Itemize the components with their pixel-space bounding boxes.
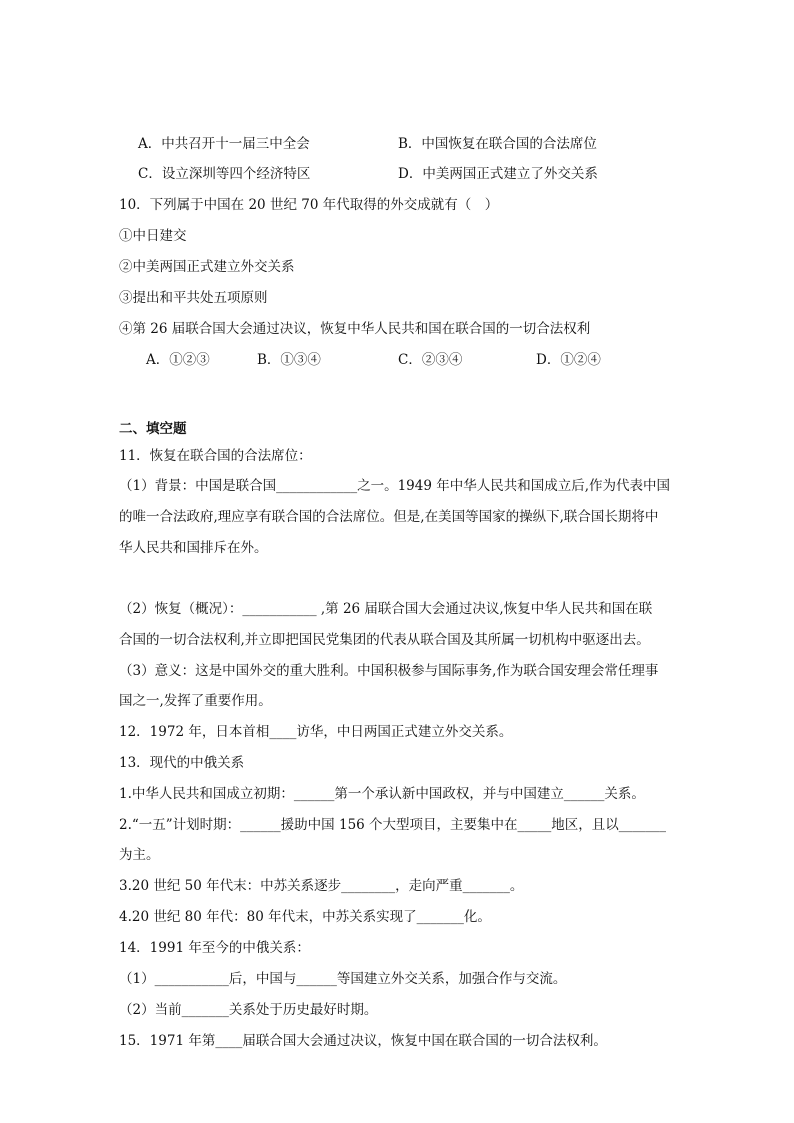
q10-option-b: B．①③④ <box>257 352 321 368</box>
q11-line-4: （2）恢复（概况）：___________ ,第 26 届联合国大会通过决议,恢复中华人民共和国在联 <box>119 601 653 617</box>
q11-stem: 11．恢复在联合国的合法席位： <box>119 448 312 464</box>
q14-stem: 14．1991 年至今的中俄关系： <box>119 940 310 956</box>
q14-line-2: （2）当前_______关系处于历史最好时期。 <box>119 1002 378 1018</box>
q11-line-7: 国之一,发挥了重要作用。 <box>119 693 272 709</box>
q10-item-1: ①中日建交 <box>119 228 187 244</box>
q11-line-6: （3）意义：这是中国外交的重大胜利。中国积极参与国际事务,作为联合国安理会常任理事 <box>119 663 659 679</box>
q15-stem: 15．1971 年第____届联合国大会通过决议，恢复中国在联合国的一切合法权利。 <box>119 1033 607 1049</box>
q10-option-d: D．①②④ <box>536 352 601 368</box>
q13-line-2: 2.“一五”计划时期：______援助中国 156 个大型项目，主要集中在_____地区，且以_______ <box>119 817 667 833</box>
q12-stem: 12．1972 年，日本首相____访华，中日两国正式建立外交关系。 <box>119 724 513 740</box>
q10-item-3: ③提出和平共处五项原则 <box>119 290 268 306</box>
q9-option-c: C．设立深圳等四个经济特区 <box>138 166 311 182</box>
q13-line-4: 3.20 世纪 50 年代末：中苏关系逐步________，走向严重_______。 <box>119 878 524 894</box>
q10-option-a: A．①②③ <box>146 352 210 368</box>
q10-stem: 10．下列属于中国在 20 世纪 70 年代取得的外交成就有（ ） <box>119 197 499 213</box>
q11-line-1: （1）背景：中国是联合国____________之一。1949 年中华人民共和国成立后,作为代表中国 <box>119 478 671 494</box>
q9-option-d: D．中美两国正式建立了外交关系 <box>398 166 598 182</box>
q11-line-3: 华人民共和国排斥在外。 <box>119 540 268 556</box>
q11-line-5: 合国的一切合法权利,并立即把国民党集团的代表从联合国及其所属一切机构中驱逐出去。 <box>119 632 650 648</box>
q14-line-1: （1）___________后，中国与______等国建立外交关系，加强合作与交流。 <box>119 971 567 987</box>
q9-option-a: A．中共召开十一届三中全会 <box>138 136 310 152</box>
q13-line-3: 为主。 <box>119 847 160 863</box>
q13-stem: 13．现代的中俄关系 <box>119 755 245 771</box>
q11-line-2: 的唯一合法政府,理应享有联合国的合法席位。但是,在美国等国家的操纵下,联合国长期将中 <box>119 509 659 525</box>
q9-option-b: B．中国恢复在联合国的合法席位 <box>398 136 597 152</box>
q10-option-c: C．②③④ <box>398 352 463 368</box>
q13-line-1: 1.中华人民共和国成立初期：______第一个承认新中国政权，并与中国建立______关系。 <box>119 786 645 802</box>
q10-item-4: ④第 26 届联合国大会通过决议，恢复中华人民共和国在联合国的一切合法权利 <box>119 321 591 337</box>
q13-line-5: 4.20 世纪 80 年代：80 年代末，中苏关系实现了_______化。 <box>119 909 491 925</box>
q10-item-2: ②中美两国正式建立外交关系 <box>119 259 295 275</box>
section-title: 二、填空题 <box>119 421 187 437</box>
